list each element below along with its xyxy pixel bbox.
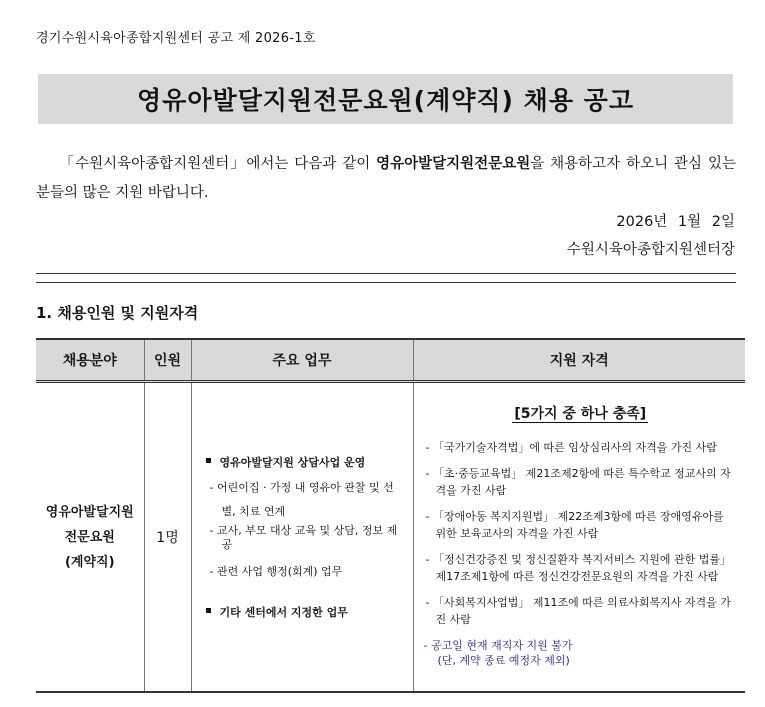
qualification-item: - 「국가기술자격법」에 따른 임상심리사의 자격을 가진 사람 [425, 441, 717, 454]
page-title: 영유아발달지원전문요원(계약직) 채용 공고 [38, 74, 733, 124]
header-count: 인원 [144, 339, 191, 382]
header-qualifications: 지원 자격 [413, 339, 745, 382]
qualification-item: - 「초·중등교육법」 제21조제2항에 따른 특수학교 정교사의 자격을 가진 사람 [425, 467, 731, 497]
recruitment-table [36, 338, 745, 693]
header-field: 채용분야 [36, 339, 144, 382]
notice-number: 경기수원시육아종합지원센터 공고 제 2026-1호 [36, 31, 316, 46]
qualification-item: - 「장애아동 복지지원법」 제22조제3항에 따른 장애영유아를 위한 보육교사의 자격을 가진 사람 [425, 510, 724, 540]
intro-text-1: 「수원시육아종합지원센터」에서는 다음과 같이 [58, 156, 377, 172]
qualification-heading: [5가지 중 하나 충족] [514, 406, 647, 422]
intro-text-2: 을 채용하고자 하오니 관심 있는 분들의 많은 지원 바랍니다. [36, 156, 736, 201]
field-line: (계약직) [64, 554, 115, 570]
qualification-item: - 「정신건강증진 및 정신질환자 복지서비스 지원에 관한 법률」 제17조제1항에 따른 정신건강전문요원의 자격을 가진 사람 [425, 553, 731, 583]
duty-main-label: 영유아발달지원 상담사업 운영 [219, 456, 366, 469]
duties-cell [191, 382, 413, 693]
count-cell: 1명 [144, 382, 191, 693]
field-line: 전문요원 [64, 529, 115, 545]
qualifications-cell [413, 382, 745, 693]
intro-highlight: 영유아발달지원전문요원 [376, 156, 531, 172]
double-divider [36, 273, 736, 283]
note-line: - 공고일 현재 재직자 지원 불가 [423, 639, 573, 652]
field-line: 영유아발달지원 [45, 504, 134, 520]
square-bullet-icon [206, 458, 211, 463]
table-row [36, 382, 745, 693]
section-heading: 1. 채용인원 및 지원자격 [36, 304, 199, 322]
duty-main [206, 454, 405, 470]
table-header-row [36, 339, 745, 382]
duty-sub: - 어린이집 · 가정 내 영유아 관찰 및 선별, 치료 연계 [209, 481, 394, 518]
notice-date: 2026년 1월 2일 [616, 214, 735, 230]
qualification-note [424, 638, 738, 668]
qualification-item: - 「사회복지사업법」 제11조에 따른 의료사회복지사 자격을 가진 사람 [425, 596, 731, 626]
note-line: (단, 계약 종료 예정자 제외) [437, 654, 570, 667]
square-bullet-icon [206, 608, 211, 613]
field-cell [36, 382, 144, 693]
header-duties: 주요 업무 [191, 339, 413, 382]
duty-main [206, 604, 405, 620]
duty-sub: - 교사, 부모 대상 교육 및 상담, 정보 제공 [209, 524, 398, 551]
duty-main-label: 기타 센터에서 지정한 업무 [219, 606, 348, 619]
intro-paragraph [36, 150, 736, 208]
duty-sub: - 관련 사업 행정(회계) 업무 [209, 565, 343, 578]
issuer: 수원시육아종합지원센터장 [566, 242, 735, 258]
